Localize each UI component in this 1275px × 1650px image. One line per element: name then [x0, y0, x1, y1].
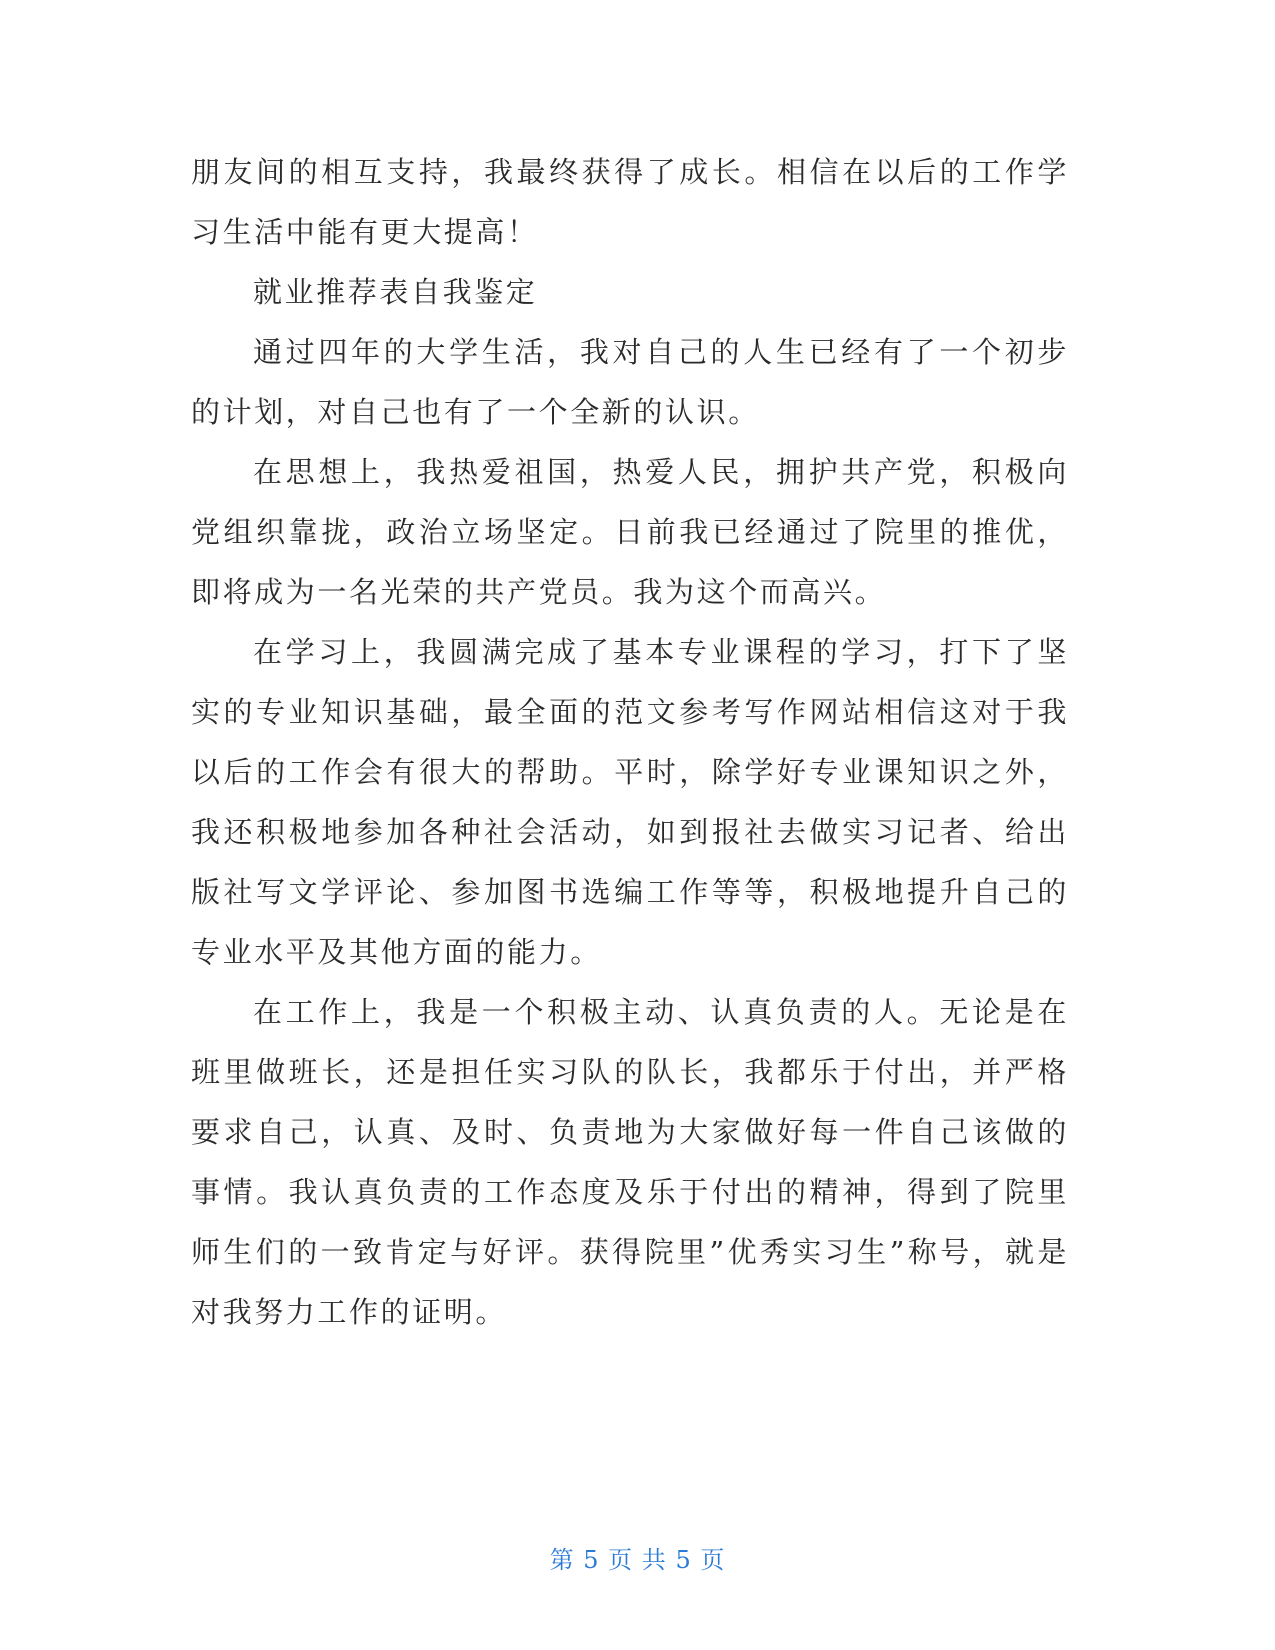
document-body: [191, 142, 1069, 1342]
paragraph-3: 在思想上，我热爱祖国，热爱人民，拥护共产党，积极向党组织靠拢，政治立场坚定。日前我已经通过了院里的推优，即将成为一名光荣的共产党员。我为这个而高兴。: [191, 455, 1069, 609]
paragraph-heading: 就业推荐表自我鉴定: [253, 275, 538, 309]
paragraph-4: 在学习上，我圆满完成了基本专业课程的学习，打下了坚实的专业知识基础，最全面的范文参考写作网站相信这对于我以后的工作会有很大的帮助。平时，除学好专业课知识之外，我还积极地参加各种社会活动，如到报社去做实习记者、给出版社写文学评论、参加图书选编工作等等，积极地提升自己的专业水平及其他方面的能力。: [191, 635, 1069, 969]
paragraph-1: 朋友间的相互支持，我最终获得了成长。相信在以后的工作学习生活中能有更大提高！: [191, 155, 1069, 249]
page-number-label: 第 5 页 共 5 页: [549, 1546, 726, 1574]
paragraph-5: 在工作上，我是一个积极主动、认真负责的人。无论是在班里做班长，还是担任实习队的队长，我都乐于付出，并严格要求自己，认真、及时、负责地为大家做好每一件自己该做的事情。我认真负责的工作态度及乐于付出的精神，得到了院里师生们的一致肯定与好评。获得院里”优秀实习生”称号，就是对我努力工作的证明。: [191, 995, 1069, 1329]
page-footer: [0, 1540, 1275, 1575]
paragraph-2: 通过四年的大学生活，我对自己的人生已经有了一个初步的计划，对自己也有了一个全新的认识。: [191, 335, 1069, 429]
